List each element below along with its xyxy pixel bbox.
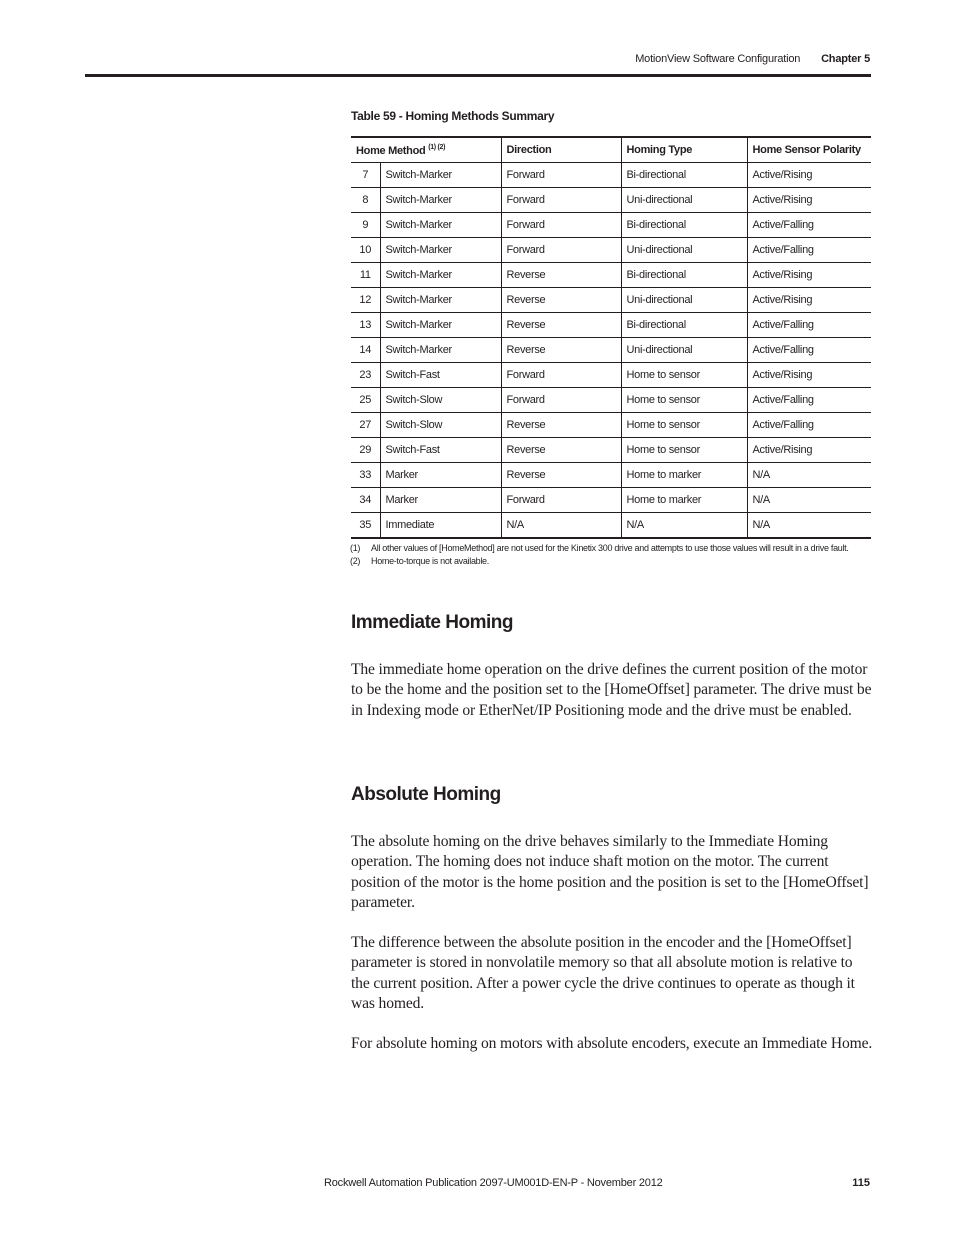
table-row — [351, 388, 871, 413]
polarity-cell: Active/Rising — [747, 163, 871, 188]
method-name: Immediate — [380, 513, 501, 539]
homing-type-cell: Home to sensor — [621, 438, 747, 463]
method-number: 8 — [351, 188, 380, 213]
method-name: Switch-Slow — [380, 413, 501, 438]
table-header-row — [351, 137, 871, 163]
table-row — [351, 288, 871, 313]
direction-cell: N/A — [501, 513, 621, 539]
method-number: 11 — [351, 263, 380, 288]
method-name: Marker — [380, 488, 501, 513]
polarity-cell: Active/Rising — [747, 188, 871, 213]
direction-cell: Forward — [501, 188, 621, 213]
footnote-2 — [350, 555, 849, 568]
method-name: Marker — [380, 463, 501, 488]
homing-type-cell: Bi-directional — [621, 213, 747, 238]
method-name: Switch-Marker — [380, 288, 501, 313]
direction-cell: Forward — [501, 238, 621, 263]
table-row — [351, 338, 871, 363]
method-name: Switch-Marker — [380, 238, 501, 263]
footnote-mark: (1) — [350, 543, 361, 553]
table-row — [351, 188, 871, 213]
method-number: 12 — [351, 288, 380, 313]
method-name: Switch-Marker — [380, 213, 501, 238]
method-number: 9 — [351, 213, 380, 238]
polarity-cell: N/A — [747, 513, 871, 539]
polarity-cell: Active/Rising — [747, 263, 871, 288]
absolute-homing-paragraph-2: The difference between the absolute position in the encoder and the [HomeOffset] parameter is stored in nonvolatile memory so that all absolute motion is relative to the current position. After a power cycle the drive continues to operate as though it was homed. — [351, 934, 855, 1012]
table-row — [351, 513, 871, 539]
absolute-homing-paragraph-1: The absolute homing on the drive behaves similarly to the Immediate Homing operation. The homing does not induce shaft motion on the motor. The current position of the motor is the home position and the position is set to the [HomeOffset] parameter. — [351, 833, 869, 911]
direction-cell: Reverse — [501, 413, 621, 438]
page-number: 115 — [852, 1177, 870, 1189]
method-number: 29 — [351, 438, 380, 463]
absolute-homing-paragraph-3: For absolute homing on motors with absolute encoders, execute an Immediate Home. — [351, 1035, 873, 1052]
polarity-cell: N/A — [747, 463, 871, 488]
method-name: Switch-Marker — [380, 313, 501, 338]
direction-cell: Reverse — [501, 338, 621, 363]
method-name: Switch-Fast — [380, 438, 501, 463]
header-sensor-polarity: Home Sensor Polarity — [747, 137, 871, 163]
method-number: 27 — [351, 413, 380, 438]
table-title: Table 59 - Homing Methods Summary — [351, 109, 555, 123]
absolute-homing-heading: Absolute Homing — [351, 784, 501, 805]
footnote-mark: (2) — [350, 556, 361, 566]
header-homing-type: Homing Type — [621, 137, 747, 163]
table-body — [351, 163, 871, 539]
polarity-cell: Active/Falling — [747, 213, 871, 238]
homing-type-cell: Home to sensor — [621, 413, 747, 438]
footer-publication: Rockwell Automation Publication 2097-UM001D-EN-P - November 2012 — [324, 1177, 663, 1189]
method-name: Switch-Slow — [380, 388, 501, 413]
direction-cell: Forward — [501, 213, 621, 238]
method-name: Switch-Marker — [380, 263, 501, 288]
homing-type-cell: Uni-directional — [621, 188, 747, 213]
direction-cell: Forward — [501, 163, 621, 188]
immediate-homing-heading: Immediate Homing — [351, 612, 513, 633]
table-row — [351, 463, 871, 488]
direction-cell: Reverse — [501, 438, 621, 463]
table-row — [351, 438, 871, 463]
method-name: Switch-Fast — [380, 363, 501, 388]
table-row — [351, 488, 871, 513]
table-row — [351, 263, 871, 288]
homing-type-cell: Bi-directional — [621, 163, 747, 188]
polarity-cell: Active/Rising — [747, 363, 871, 388]
homing-type-cell: Bi-directional — [621, 263, 747, 288]
table-row — [351, 163, 871, 188]
method-number: 25 — [351, 388, 380, 413]
homing-type-cell: Home to sensor — [621, 363, 747, 388]
table-row — [351, 213, 871, 238]
homing-type-cell: N/A — [621, 513, 747, 539]
homing-type-cell: Uni-directional — [621, 238, 747, 263]
homing-type-cell: Uni-directional — [621, 288, 747, 313]
page-header — [635, 53, 870, 65]
method-name: Switch-Marker — [380, 338, 501, 363]
polarity-cell: Active/Rising — [747, 438, 871, 463]
homing-type-cell: Home to marker — [621, 488, 747, 513]
footnote-text: Home-to-torque is not available. — [371, 556, 489, 566]
header-section-title: MotionView Software Configuration — [635, 53, 801, 65]
homing-type-cell: Home to sensor — [621, 388, 747, 413]
polarity-cell: Active/Falling — [747, 313, 871, 338]
footnote-1 — [350, 542, 849, 555]
footnote-text: All other values of [HomeMethod] are not used for the Kinetix 300 drive and attempts to use those values will result in a drive fault. — [371, 543, 849, 553]
direction-cell: Reverse — [501, 288, 621, 313]
homing-type-cell: Uni-directional — [621, 338, 747, 363]
header-direction: Direction — [501, 137, 621, 163]
table-footnotes — [350, 542, 849, 568]
method-number: 7 — [351, 163, 380, 188]
polarity-cell: Active/Falling — [747, 238, 871, 263]
polarity-cell: Active/Falling — [747, 338, 871, 363]
polarity-cell: Active/Rising — [747, 288, 871, 313]
table-row — [351, 313, 871, 338]
direction-cell: Reverse — [501, 313, 621, 338]
table-row — [351, 413, 871, 438]
method-number: 23 — [351, 363, 380, 388]
immediate-homing-paragraph: The immediate home operation on the drive defines the current position of the motor to be the home and the position set to the [HomeOffset] parameter. The drive must be in Indexing mode or EtherNet/IP Positioning mode and the drive must be enabled. — [351, 661, 872, 719]
homing-type-cell: Home to marker — [621, 463, 747, 488]
header-chapter-label: Chapter 5 — [821, 53, 870, 65]
method-name: Switch-Marker — [380, 188, 501, 213]
method-number: 34 — [351, 488, 380, 513]
direction-cell: Forward — [501, 488, 621, 513]
homing-type-cell: Bi-directional — [621, 313, 747, 338]
method-number: 14 — [351, 338, 380, 363]
header-footnote-refs: (1) (2) — [428, 143, 446, 151]
homing-methods-table — [351, 136, 871, 539]
table-row — [351, 238, 871, 263]
polarity-cell: Active/Falling — [747, 413, 871, 438]
table-row — [351, 363, 871, 388]
method-name: Switch-Marker — [380, 163, 501, 188]
header-home-method: Home Method $^{(1) (2)}$ — [351, 137, 501, 163]
polarity-cell: N/A — [747, 488, 871, 513]
direction-cell: Forward — [501, 388, 621, 413]
direction-cell: Reverse — [501, 263, 621, 288]
polarity-cell: Active/Falling — [747, 388, 871, 413]
method-number: 13 — [351, 313, 380, 338]
direction-cell: Forward — [501, 363, 621, 388]
method-number: 35 — [351, 513, 380, 539]
method-number: 10 — [351, 238, 380, 263]
header-rule — [85, 74, 871, 77]
direction-cell: Reverse — [501, 463, 621, 488]
method-number: 33 — [351, 463, 380, 488]
